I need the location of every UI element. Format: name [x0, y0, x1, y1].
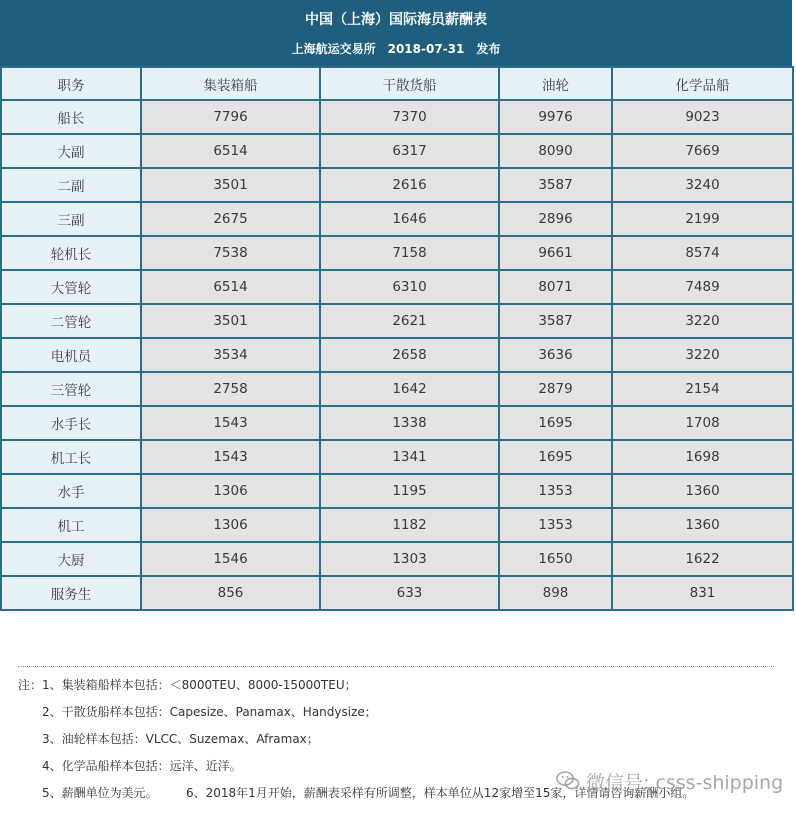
salary-cell: 2896	[499, 202, 612, 236]
table-row	[1, 236, 793, 270]
note-1: 注：1、集装箱船样本包括：＜8000TEU、8000-15000TEU；	[18, 678, 357, 692]
role-cell: 船长	[1, 100, 141, 134]
salary-cell: 2879	[499, 372, 612, 406]
role-cell: 轮机长	[1, 236, 141, 270]
salary-cell: 1695	[499, 406, 612, 440]
table-row	[1, 406, 793, 440]
salary-cell: 1306	[141, 508, 320, 542]
salary-cell: 1353	[499, 508, 612, 542]
salary-cell: 7489	[612, 270, 793, 304]
role-cell: 二管轮	[1, 304, 141, 338]
salary-cell: 6514	[141, 270, 320, 304]
salary-cell: 1708	[612, 406, 793, 440]
salary-cell: 3240	[612, 168, 793, 202]
salary-cell: 2154	[612, 372, 793, 406]
note-4: 4、化学品船样本包括：远洋、近洋。	[42, 759, 242, 773]
salary-cell: 3534	[141, 338, 320, 372]
salary-cell: 9661	[499, 236, 612, 270]
salary-cell: 2199	[612, 202, 793, 236]
salary-cell: 1543	[141, 440, 320, 474]
role-cell: 机工长	[1, 440, 141, 474]
salary-cell: 7370	[320, 100, 499, 134]
table-row	[1, 304, 793, 338]
salary-cell: 7538	[141, 236, 320, 270]
salary-cell: 8071	[499, 270, 612, 304]
salary-cell: 6310	[320, 270, 499, 304]
column-header-bulk-carrier: 干散货船	[320, 67, 499, 100]
table-row	[1, 474, 793, 508]
salary-cell: 3220	[612, 304, 793, 338]
salary-cell: 1698	[612, 440, 793, 474]
salary-cell: 856	[141, 576, 320, 610]
salary-cell: 7158	[320, 236, 499, 270]
column-header-role: 职务	[1, 67, 141, 100]
salary-cell: 2621	[320, 304, 499, 338]
watermark	[556, 766, 783, 796]
salary-cell: 7669	[612, 134, 793, 168]
salary-cell: 898	[499, 576, 612, 610]
salary-cell: 633	[320, 576, 499, 610]
salary-cell: 2658	[320, 338, 499, 372]
table-row	[1, 508, 793, 542]
role-cell: 水手	[1, 474, 141, 508]
table-header-banner	[0, 0, 792, 66]
column-header-container-ship: 集装箱船	[141, 67, 320, 100]
salary-cell: 1646	[320, 202, 499, 236]
role-cell: 大厨	[1, 542, 141, 576]
salary-cell: 1182	[320, 508, 499, 542]
watermark-text: 微信号: csss-shipping	[586, 771, 784, 794]
note-3: 3、油轮样本包括：VLCC、Suzemax、Aframax；	[42, 732, 319, 746]
column-header-tanker: 油轮	[499, 67, 612, 100]
role-cell: 服务生	[1, 576, 141, 610]
role-cell: 机工	[1, 508, 141, 542]
salary-cell: 9976	[499, 100, 612, 134]
salary-cell: 831	[612, 576, 793, 610]
salary-cell: 1543	[141, 406, 320, 440]
notes-divider	[18, 666, 774, 667]
salary-cell: 1695	[499, 440, 612, 474]
table-row	[1, 168, 793, 202]
salary-cell: 3587	[499, 304, 612, 338]
salary-cell: 2616	[320, 168, 499, 202]
role-cell: 大副	[1, 134, 141, 168]
salary-cell: 8574	[612, 236, 793, 270]
salary-cell: 1353	[499, 474, 612, 508]
salary-cell: 6514	[141, 134, 320, 168]
salary-cell: 1546	[141, 542, 320, 576]
role-cell: 水手长	[1, 406, 141, 440]
table-row	[1, 542, 793, 576]
salary-cell: 1642	[320, 372, 499, 406]
salary-cell: 1195	[320, 474, 499, 508]
salary-cell: 8090	[499, 134, 612, 168]
table-title: 中国（上海）国际海员薪酬表	[305, 12, 487, 28]
wechat-icon	[556, 770, 580, 792]
table-row	[1, 100, 793, 134]
table-header-row	[1, 67, 793, 100]
salary-cell: 1306	[141, 474, 320, 508]
salary-cell: 1622	[612, 542, 793, 576]
table-row	[1, 576, 793, 610]
salary-cell: 1360	[612, 474, 793, 508]
table-row	[1, 134, 793, 168]
salary-cell: 1338	[320, 406, 499, 440]
note-5: 5、薪酬单位为美元。	[42, 786, 158, 800]
table-row	[1, 270, 793, 304]
table-row	[1, 440, 793, 474]
salary-cell: 3220	[612, 338, 793, 372]
salary-cell: 1360	[612, 508, 793, 542]
column-header-chemical-tanker: 化学品船	[612, 67, 793, 100]
role-cell: 电机员	[1, 338, 141, 372]
salary-cell: 7796	[141, 100, 320, 134]
table-subtitle: 上海航运交易所 2018-07-31 发布	[291, 42, 501, 56]
salary-cell: 3501	[141, 168, 320, 202]
salary-cell: 2758	[141, 372, 320, 406]
salary-cell: 6317	[320, 134, 499, 168]
role-cell: 三管轮	[1, 372, 141, 406]
role-cell: 二副	[1, 168, 141, 202]
table-row	[1, 202, 793, 236]
salary-cell: 3587	[499, 168, 612, 202]
role-cell: 三副	[1, 202, 141, 236]
salary-cell: 3636	[499, 338, 612, 372]
salary-cell: 3501	[141, 304, 320, 338]
salary-cell: 1341	[320, 440, 499, 474]
salary-cell: 9023	[612, 100, 793, 134]
role-cell: 大管轮	[1, 270, 141, 304]
salary-cell: 1650	[499, 542, 612, 576]
table-row	[1, 338, 793, 372]
salary-table	[0, 66, 794, 611]
note-6: 6、2018年1月开始，薪酬表采样有所调整，样本单位从12家增至15家，详情请咨询薪酬小组。	[186, 786, 695, 800]
note-2: 2、干散货船样本包括：Capesize、Panamax、Handysize；	[42, 705, 377, 719]
salary-cell: 1303	[320, 542, 499, 576]
table-row	[1, 372, 793, 406]
salary-cell: 2675	[141, 202, 320, 236]
